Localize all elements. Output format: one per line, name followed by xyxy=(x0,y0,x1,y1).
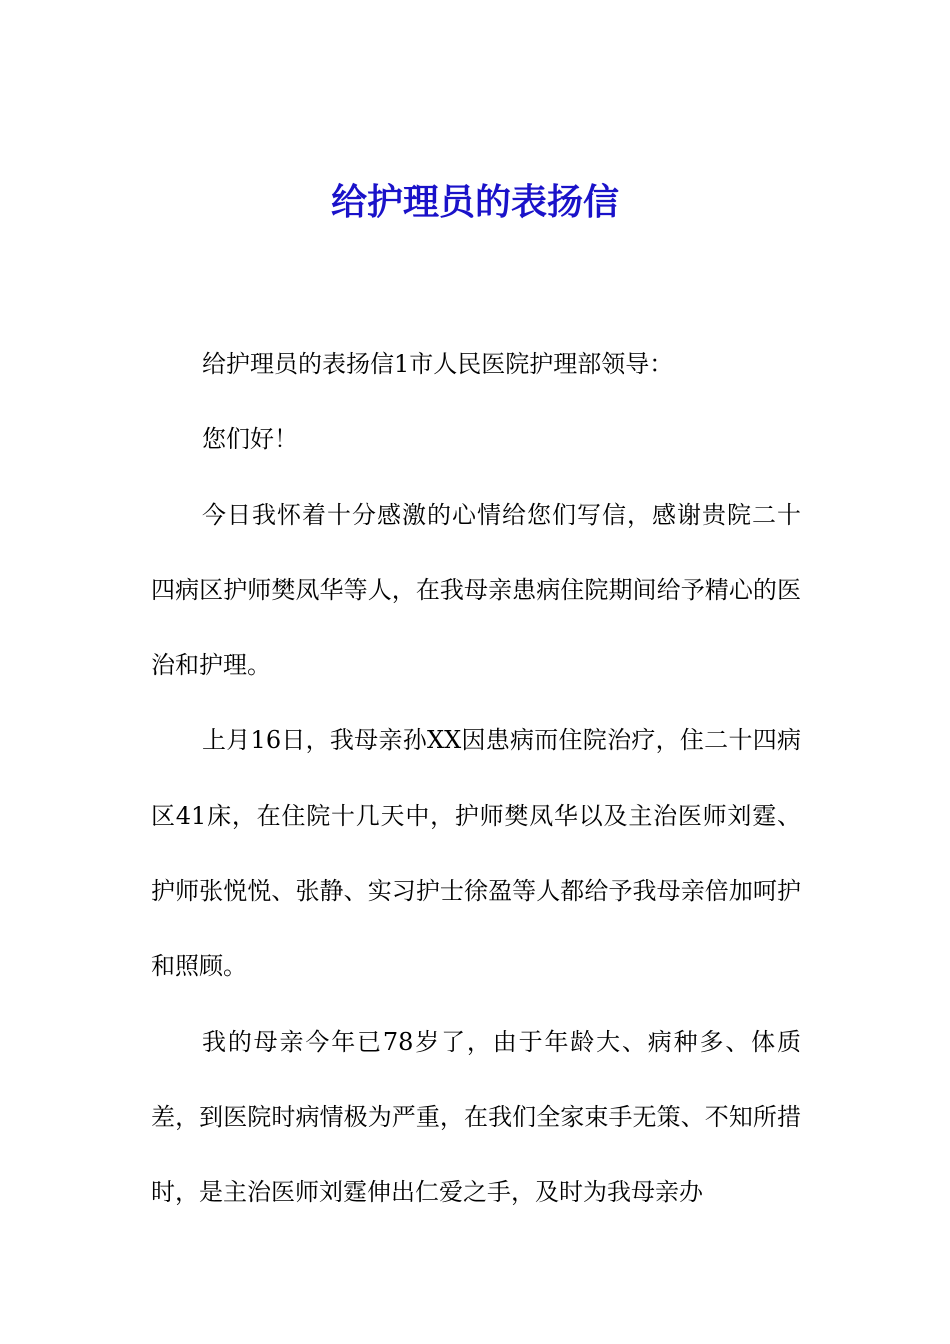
paragraph-gratitude: 今日我怀着十分感激的心情给您们写信，感谢贵院二十四病区护师樊凤华等人，在我母亲患病住院期间给予精心的医治和护理。 xyxy=(151,500,801,680)
letter-body xyxy=(151,327,801,1231)
letter-title: 给护理员的表扬信 xyxy=(330,181,619,223)
salutation: 您们好！ xyxy=(202,425,298,454)
greeting-line: 给护理员的表扬信1市人民医院护理部领导： xyxy=(202,350,674,378)
paragraph-mother-condition: 我的母亲今年已78岁了，由于年龄大、病种多、体质差，到医院时病情极为严重，在我们全家束手无策、不知所措时，是主治医师刘霆伸出仁爱之手，及时为我母亲办 xyxy=(151,1027,801,1207)
paragraph-hospital-stay: 上月16日，我母亲孙XX因患病而住院治疗，住二十四病区41床，在住院十几天中，护师樊凤华以及主治医师刘霆、护师张悦悦、张静、实习护士徐盈等人都给予我母亲倍加呵护和照顾。 xyxy=(151,726,801,981)
